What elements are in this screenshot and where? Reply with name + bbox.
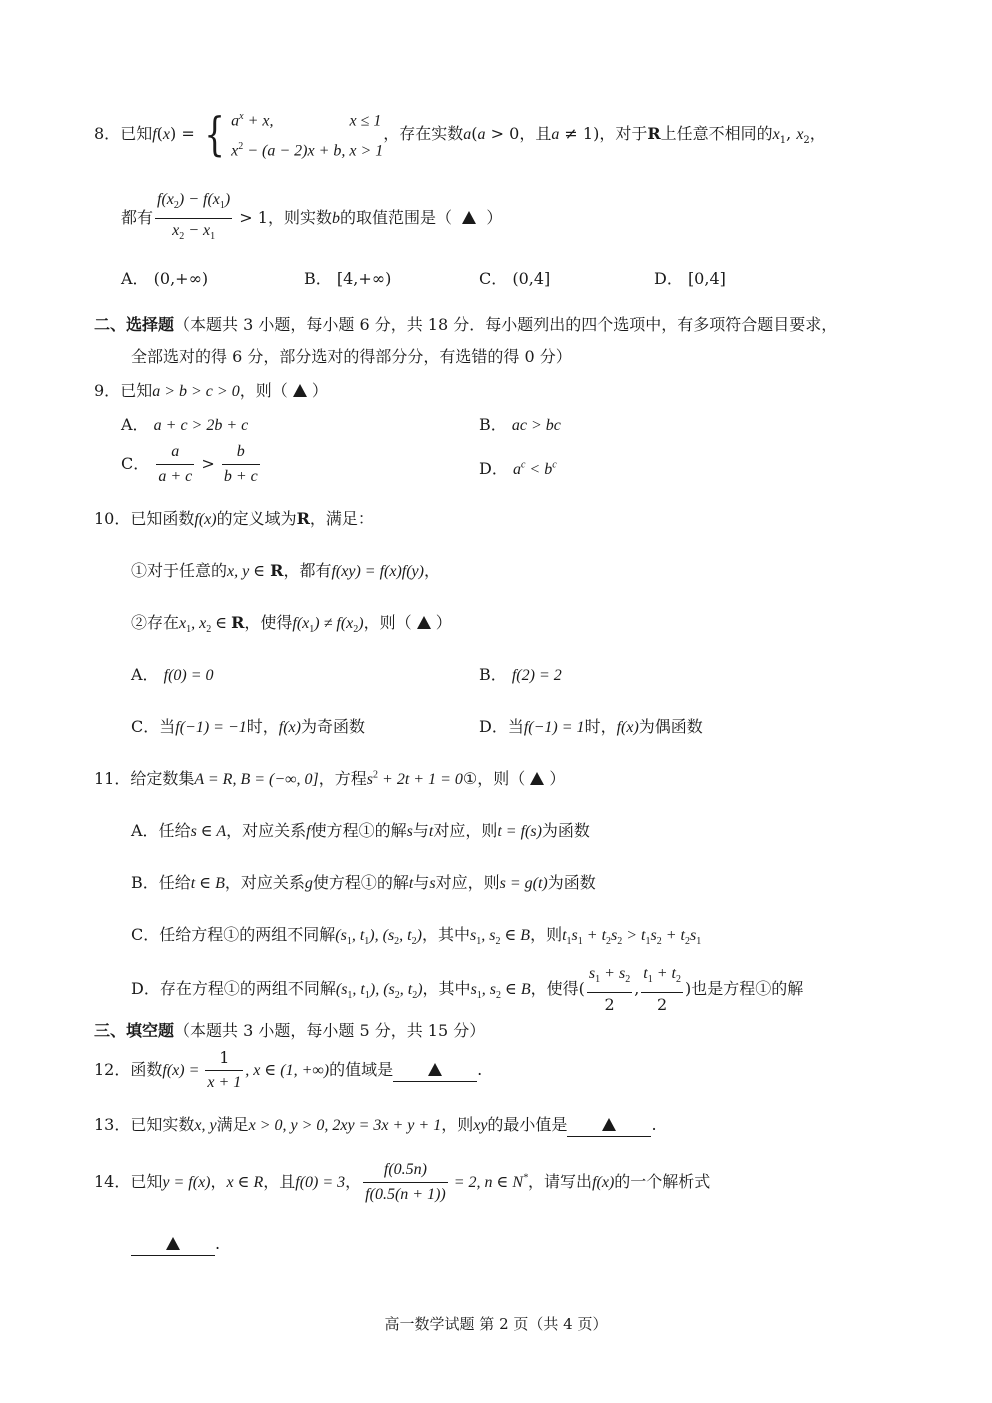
answer-blank[interactable] [567, 1118, 651, 1137]
section3-heading: 三、填空题（本题共 3 小题，每小题 5 分，共 15 分） [94, 1021, 486, 1040]
q11-option-a: A．任给s ∈ A，对应关系f使方程①的解s与t对应，则t = f(s)为函数 [131, 821, 590, 840]
q10-option-a: A． f(0) = 0 [131, 665, 214, 684]
q10-condition-1: ①对于任意的x, y ∈ R，都有f(xy) = f(x)f(y)， [131, 561, 440, 580]
page-footer: 高一数学试题 第 2 页（共 4 页） [384, 1315, 608, 1333]
q9-option-d: D． $a^c < b^c$ [479, 459, 557, 478]
q9-option-b: B． ac > bc [479, 415, 561, 434]
q14-stem: 14．已知y = f(x)，x ∈ R，且f(0) = 3， $\frac{f(0.5n)}{f(0.5(n + 1))}$ = 2, n ∈ N*，请写出f(x)的一个解析式 [94, 1158, 710, 1207]
q8-option-d: D． [0,4] [654, 269, 726, 288]
q14-answer-line: . [131, 1234, 220, 1256]
q11-option-d: D．存在方程①的两组不同解($s_1$, $t_1$), ($s_2$, $t_2$)，其中$s_1$, $s_2$ ∈ B，使得( $\frac{s_1 + s_2}{2}$ , $\frac{t_1 + t_2}{2}$ )也是方程①的解 [131, 962, 803, 1017]
answer-blank[interactable] [393, 1063, 477, 1082]
q10-option-d: D．当f(−1) = 1时，f(x)为偶函数 [479, 717, 703, 736]
q9-option-c: C． $\frac{a}{a + c}$ > $\frac{b}{b + c}$ [121, 440, 262, 489]
answer-triangle-icon [293, 384, 307, 397]
answer-triangle-icon [417, 616, 431, 629]
answer-triangle-icon [602, 1118, 616, 1131]
q11-stem: 11．给定数集A = R, B = (−∞, 0]，方程$s^2 + 2t + 1$ = 0①，则（ ） [94, 769, 566, 788]
q12-stem: 12．函数f(x) = $\frac{1}{x + 1}$ , x ∈ (1, +∞)的值域是 . [94, 1048, 483, 1091]
q10-option-b: B． f(2) = 2 [479, 665, 562, 684]
q10-condition-2: ②存在$x_1$, $x_2$ ∈ R，使得$f(x_1) \ne f(x_2)$，则（ ） [131, 613, 452, 636]
q11-option-c: C．任给方程①的两组不同解($s_1$, $t_1$), ($s_2$, $t_2$)，其中$s_1$, $s_2$ ∈ B，则$t_1s_1 + t_2s_2 > t_1s_2 + t_2s_1$ [131, 925, 702, 948]
brace: { [204, 107, 225, 162]
q10-stem: 10．已知函数f(x)的定义域为R，满足： [94, 509, 374, 528]
q8-option-b: B． [4,+∞) [304, 269, 392, 288]
piecewise-cases: $a^x + x$, x ≤ 1 $x^2 - (a - 2)x + b$, x > 1 [231, 111, 384, 160]
q8-option-c: C． (0,4] [479, 269, 551, 288]
q10-option-c: C．当f(−1) = −1时，f(x)为奇函数 [131, 717, 365, 736]
section2-desc: 全部选对的得 6 分，部分选对的得部分分，有选错的得 0 分） [131, 347, 572, 366]
q9-stem: 9．已知a > b > c > 0，则（ ） [94, 381, 328, 400]
answer-triangle-icon [462, 211, 476, 224]
answer-blank[interactable] [131, 1237, 215, 1256]
slope-fraction: $\frac{f(x_2) - f(x_1)}{x_2 - x_1}$ [155, 188, 232, 249]
q13-stem: 13．已知实数x, y满足x > 0, y > 0, 2xy = 3x + y + 1，则xy的最小值是 . [94, 1112, 657, 1137]
q8-option-a: A． (0,+∞) [121, 269, 209, 288]
q8-line1: 8．已知f(x) = { $a^x + x$, x ≤ 1 $x^2 - (a - 2)x + b$, x > 1 ，存在实数a(a > 0，且a ≠ 1)，对于R上任意不相同的$x_1$, $x_2$， [94, 104, 826, 165]
q11-option-b: B．任给t ∈ B，对应关系g使方程①的解t与s对应，则s = g(t)为函数 [131, 873, 596, 892]
answer-triangle-icon [530, 772, 544, 785]
q9-option-a: A． a + c > 2b + c [121, 415, 249, 434]
answer-triangle-icon [166, 1237, 180, 1250]
answer-triangle-icon [428, 1063, 442, 1076]
section2-heading: 二、选择题（本题共 3 小题，每小题 6 分，共 18 分．每小题列出的四个选项中，有多项符合题目要求， [94, 315, 838, 334]
q8-line2: 都有 $\frac{f(x_2) - f(x_1)}{x_2 - x_1}$ > 1，则实数b的取值范围是（ ） [121, 188, 502, 249]
